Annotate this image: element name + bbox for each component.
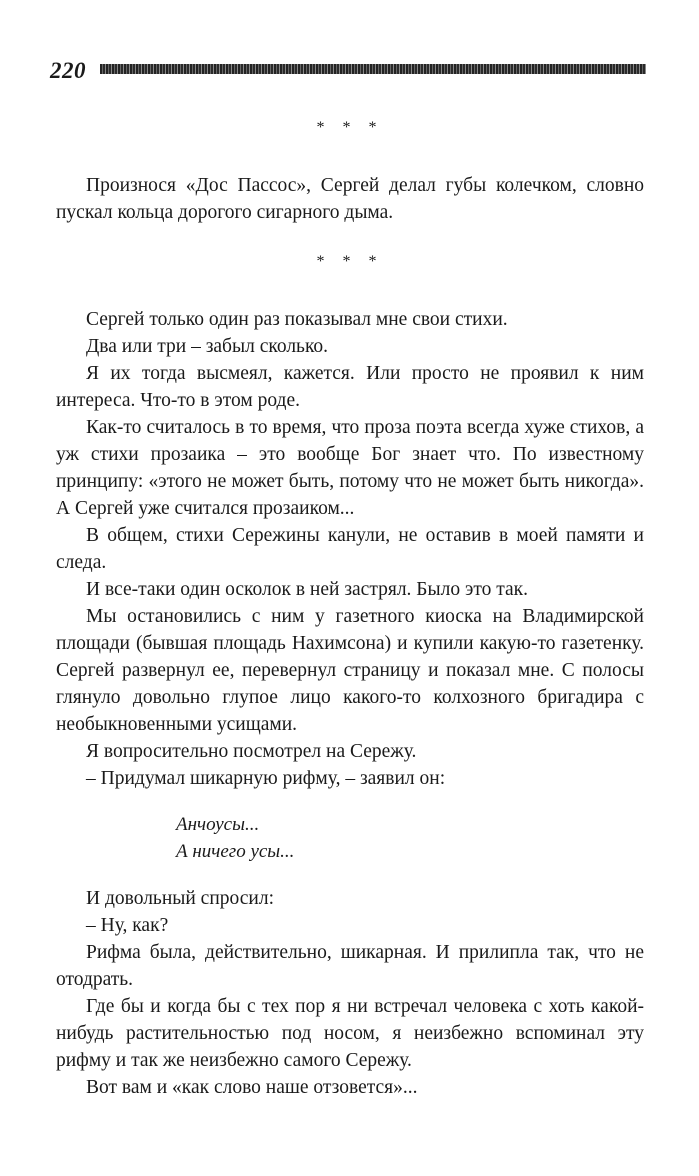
section-separator: * * * xyxy=(316,119,384,136)
header-rule xyxy=(100,64,646,74)
verse-quote xyxy=(176,811,644,865)
paragraph: И довольный спросил: xyxy=(86,888,274,909)
page-body xyxy=(56,118,644,1101)
paragraph: Сергей только один раз показывал мне свои стихи. xyxy=(86,309,508,330)
paragraph: Мы остановились с ним у газетного киоска на Владимирской площади (бывшая площадь Нахимсона) и купили какую-то газетенку. Сергей развернул ее, перевернул страницу и показал мне. С полосы глянуло довольно глупое лицо какого-то колхозного бригадира с необыкновенными усищами. xyxy=(56,606,644,735)
verse-line: Анчоусы... xyxy=(176,814,260,835)
paragraph: Произнося «Дос Пассос», Сергей делал губы колечком, словно пускал кольца дорогого сигарного дыма. xyxy=(56,175,644,223)
paragraph: – Придумал шикарную рифму, – заявил он: xyxy=(86,768,446,789)
paragraph: Два или три – забыл сколько. xyxy=(86,336,329,357)
paragraph: Я вопросительно посмотрел на Сережу. xyxy=(86,741,417,762)
page-header xyxy=(50,56,646,86)
paragraph: – Ну, как? xyxy=(86,915,169,936)
paragraph: Вот вам и «как слово наше отзовется»... xyxy=(86,1077,418,1098)
paragraph: Как-то считалось в то время, что проза поэта всегда хуже стихов, а уж стихи прозаика – это вообще Бог знает что. По известному принципу: «этого не может быть, потому что не может быть никогда». А Сергей уже считался прозаиком... xyxy=(56,417,644,519)
section-separator: * * * xyxy=(316,253,384,270)
paragraph: Где бы и когда бы с тех пор я ни встречал человека с хоть какой-нибудь растительностью под носом, я неизбежно вспоминал эту рифму и так же неизбежно самого Сережу. xyxy=(56,996,644,1071)
paragraph: Я их тогда высмеял, кажется. Или просто не проявил к ним интереса. Что-то в этом роде. xyxy=(56,363,644,411)
paragraph: И все-таки один осколок в ней застрял. Было это так. xyxy=(86,579,528,600)
paragraph: Рифма была, действительно, шикарная. И прилипла так, что не отодрать. xyxy=(56,942,644,990)
page-number: 220 xyxy=(50,58,86,83)
paragraph: В общем, стихи Сережины канули, не оставив в моей памяти и следа. xyxy=(56,525,644,573)
verse-line: А ничего усы... xyxy=(176,841,295,862)
